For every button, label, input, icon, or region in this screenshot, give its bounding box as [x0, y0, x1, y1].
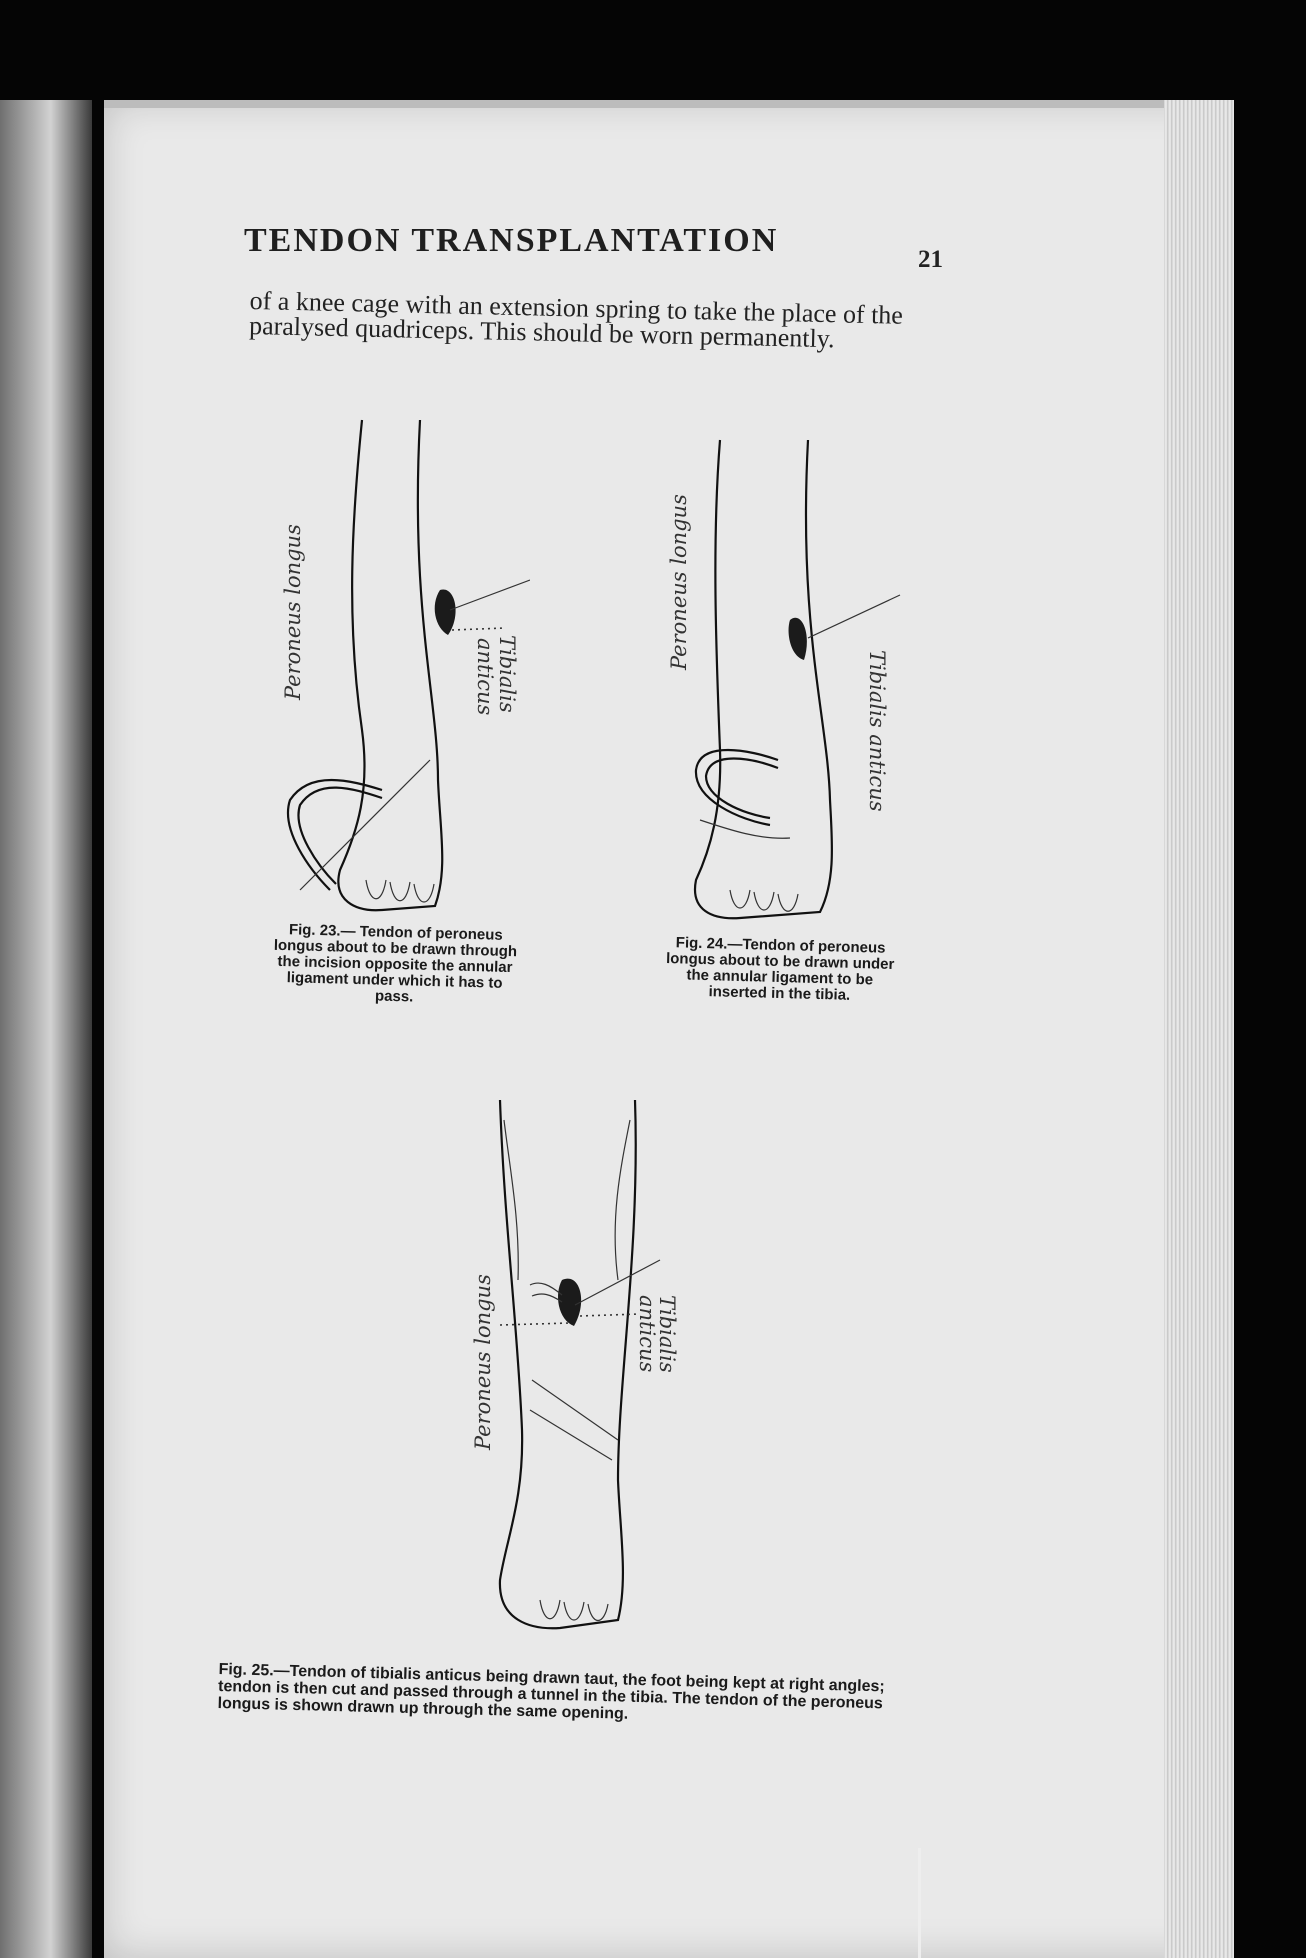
scan-edge-mark	[918, 1848, 941, 1958]
left-page-edge	[0, 100, 92, 1958]
body-paragraph: of a knee cage with an extension spring to take the place of the paralysed quadriceps. This should be worn permanently.	[248, 286, 904, 354]
figure-25-caption: Fig. 25.—Tendon of tibialis anticus being drawn taut, the foot being kept at right angles; tendon is then cut and passed through a tunnel in the tibia. The tendon of the peroneus longus is shown drawn up through the same opening.	[217, 1660, 885, 1723]
figure-23-label-right-2: anticus	[473, 638, 497, 716]
page-top-edge	[104, 100, 1234, 108]
figure-24-label-right: Tibialis anticus	[865, 650, 889, 812]
figure-24-label-left: Peroneus longus	[667, 494, 691, 670]
running-head: TENDON TRANSPLANTATION	[244, 222, 779, 259]
figure-25-label-right-1: Tibialis	[655, 1295, 679, 1373]
figure-25-drawing	[470, 1080, 710, 1640]
page-number: 21	[918, 246, 943, 273]
figure-25-illustration	[470, 1080, 710, 1640]
figure-24-illustration	[660, 420, 920, 930]
figure-23-drawing	[270, 400, 530, 920]
figure-23-label-left: Peroneus longus	[281, 524, 305, 700]
figure-24-drawing	[660, 420, 920, 930]
figure-25-label-right-2: anticus	[635, 1295, 659, 1373]
figure-23-label-right-1: Tibialis	[495, 635, 519, 713]
figure-23-illustration	[270, 400, 530, 920]
figure-24-caption: Fig. 24.—Tendon of peroneus longus about to be drawn under the annular ligament to be inserted in the tibia.	[665, 934, 895, 1004]
figure-25-label-left: Peroneus longus	[471, 1274, 495, 1450]
page-edge-stack	[1164, 100, 1234, 1958]
figure-23-caption: Fig. 23.— Tendon of peroneus longus about to be drawn through the incision opposite the annular ligament under which it has to pass.	[273, 921, 518, 1006]
